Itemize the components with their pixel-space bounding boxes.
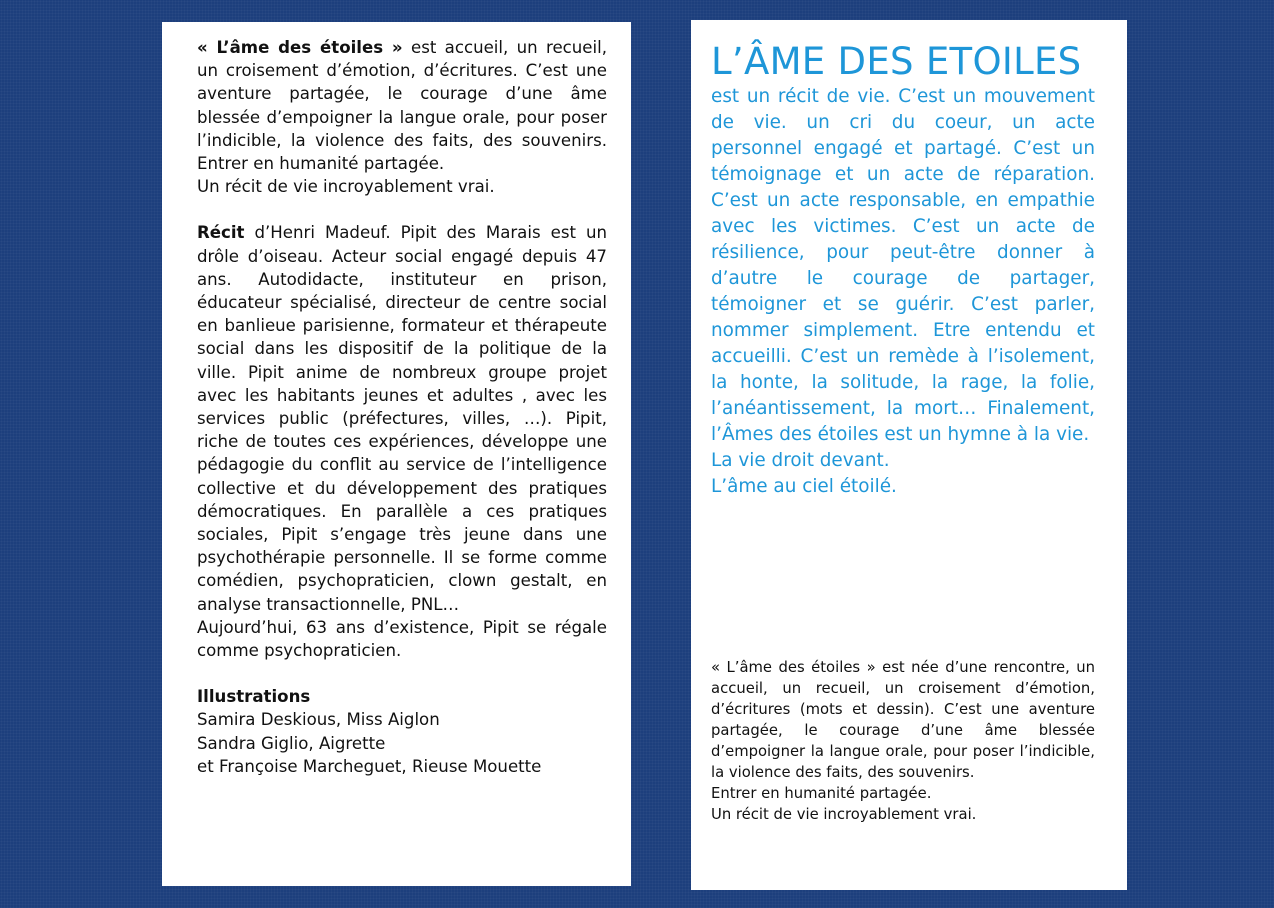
left-text-block [197,36,607,778]
right-quote-block [711,657,1095,825]
recit-paragraph [197,221,607,615]
right-line-2: L’âme au ciel étoilé. [711,476,897,497]
right-body: est un récit de vie. C’est un mouvement de vie. un cri du coeur, un acte personnel engagé et partagé. C’est un témoignage et un acte de réparation. C’est un acte responsable, en empathie avec les victimes. C’est un acte de résilience, pour peut-être donner à d’autre le courage de partager, témoigner et se guérir. C’est parler, nommer simplement. Etre entendu et accueilli. C’est un remède à l’isolement, la honte, la solitude, la rage, la folie, l’anéantissement, la mort… Finalement, l’Âmes des étoiles est un hymne à la vie. [711,86,1095,445]
intro-paragraph [197,36,607,175]
quote-line-2: Entrer en humanité partagée. [711,785,932,802]
recit-text: d’Henri Madeuf. Pipit des Marais est un drôle d’oiseau. Acteur social engagé depuis 47 ans. Autodidacte, instituteur en prison, éducateur spécialisé, directeur de centre social en banlieue parisienne, formateur et thérapeute social dans les dispositif de la politique de la ville. Pipit anime de nombreux groupe projet avec les habitants jeunes et adultes , avec les services public (préfectures, villes, …). Pipit, riche de toutes ces expériences, développe une pédagogie du conflit au service de l’intelligence collective et du développement des pratiques démocratiques. En parallèle a ces pratiques sociales, Pipit s’engage très jeune dans une psychothérapie personnelle. Il se forme comme comédien, psychopraticien, clown gestalt, en analyse transactionnelle, PNL… [197,223,607,614]
intro-line-2: Un récit de vie incroyablement vrai. [197,177,495,197]
recit-bold: Récit [197,223,245,243]
quote-line-3: Un récit de vie incroyablement vrai. [711,806,977,823]
illustrator-1: Samira Deskious, Miss Aiglon [197,710,440,730]
quote-paragraph: « L’âme des étoiles » est née d’une rencontre, un accueil, un recueil, un croisement d’émotion, d’écritures (mots et dessin). C’est une aventure partagée, le courage d’une âme blessée d’empoigner la langue orale, pour poser l’indicible, la violence des faits, des souvenirs. [711,659,1095,781]
right-panel [691,20,1127,890]
illustrations-heading: Illustrations [197,687,311,707]
illustrator-2: Sandra Giglio, Aigrette [197,733,386,753]
right-line-1: La vie droit devant. [711,450,890,471]
intro-text: est accueil, un recueil, un croisement d’émotion, d’écritures. C’est une aventure partagée, le courage d’une âme blessée d’empoigner la langue orale, pour poser l’indicible, la violence des faits, des souvenirs. Entrer en humanité partagée. [197,38,607,174]
left-panel [162,22,631,886]
today-paragraph: Aujourd’hui, 63 ans d’existence, Pipit se régale comme psychopraticien. [197,617,607,661]
page-title: L’ÂME DES ETOILES [711,40,1082,83]
right-blue-text [711,84,1095,500]
illustrator-3: et Françoise Marcheguet, Rieuse Mouette [197,756,542,776]
book-title-bold: « L’âme des étoiles » [197,38,403,57]
